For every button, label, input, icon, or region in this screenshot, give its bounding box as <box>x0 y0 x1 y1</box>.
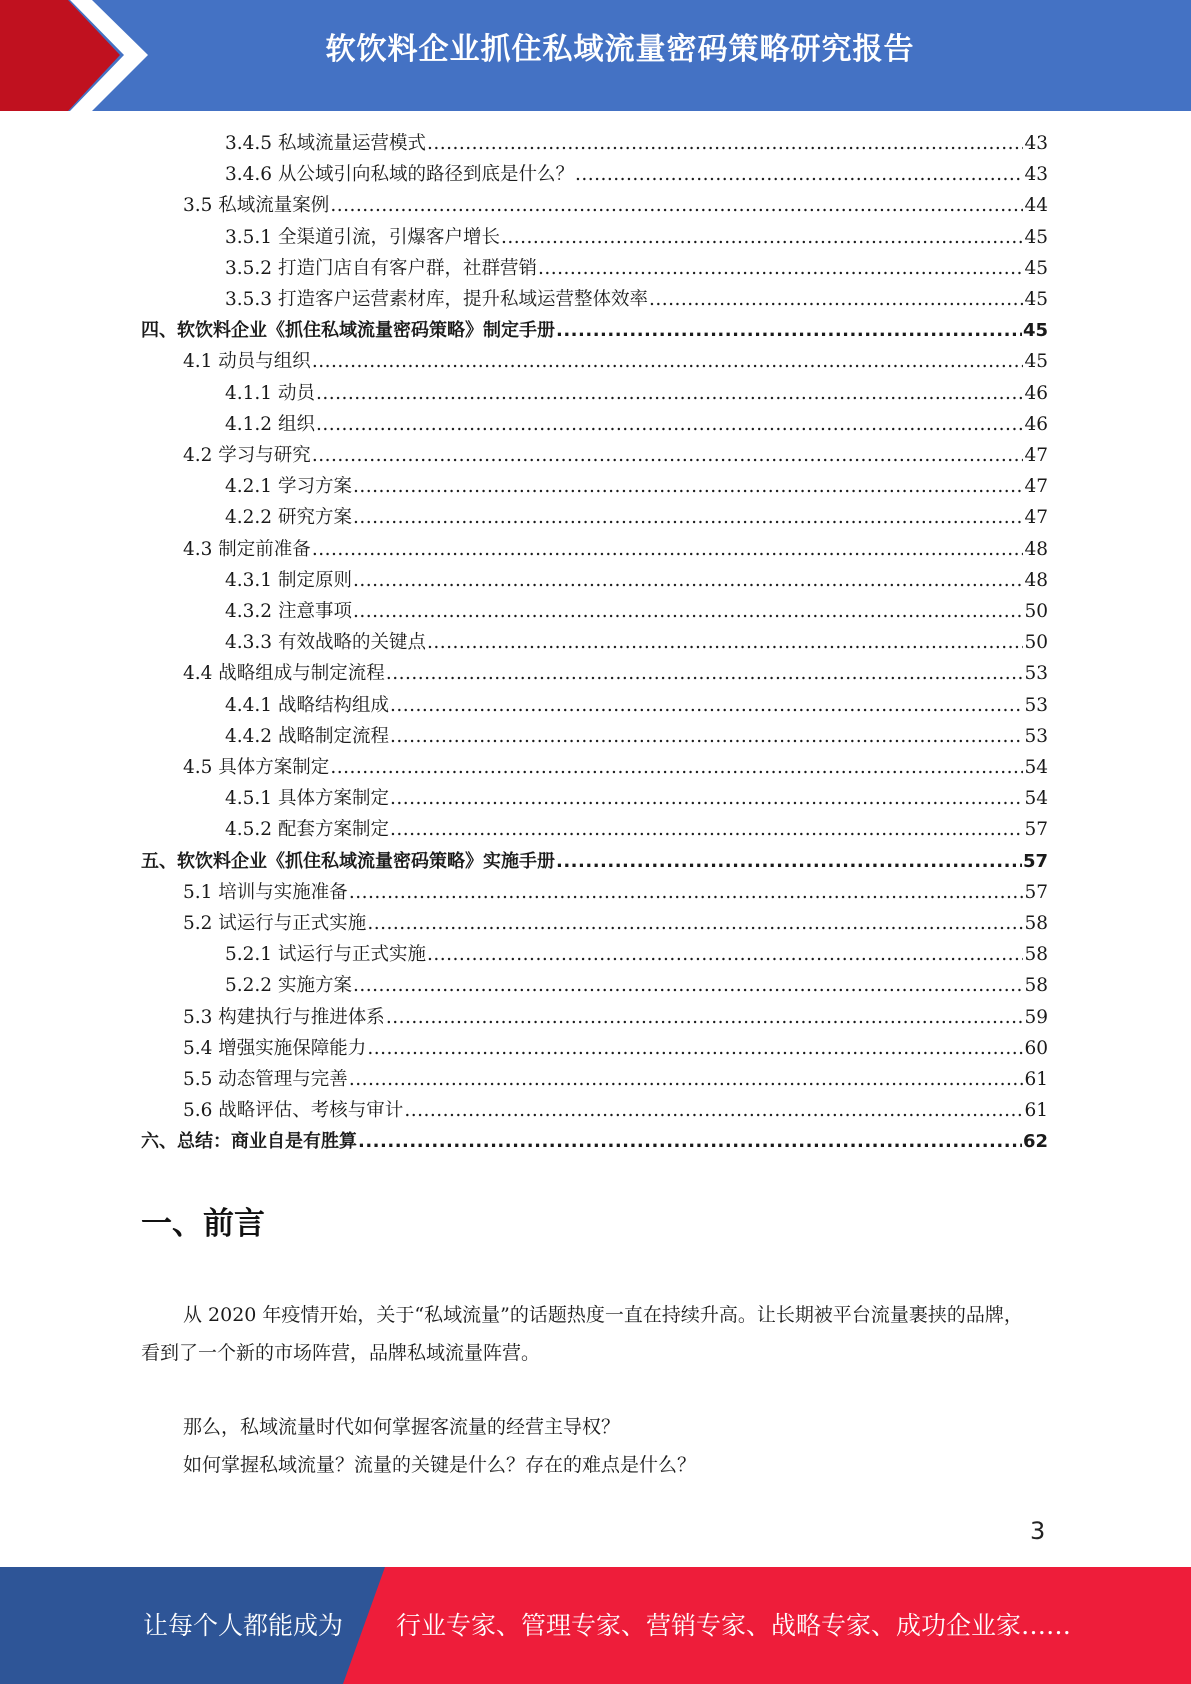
toc-entry-page: 57 <box>1024 881 1048 903</box>
toc-entry-title: 4.4 战略组成与制定流程 <box>183 663 385 685</box>
toc-entry[interactable] <box>183 1002 1048 1033</box>
toc-entry-page: 59 <box>1024 1006 1048 1028</box>
toc-entry[interactable] <box>225 471 1048 502</box>
toc-entry-page: 43 <box>1024 133 1048 154</box>
toc-entry[interactable] <box>225 128 1048 159</box>
toc-entry-page: 61 <box>1024 1069 1048 1090</box>
toc-leader-dots <box>353 471 1024 502</box>
toc-entry[interactable] <box>225 970 1048 1001</box>
toc-leader-dots <box>390 721 1023 752</box>
toc-entry-title: 4.5 具体方案制定 <box>183 757 330 778</box>
toc-entry-page: 47 <box>1024 507 1048 529</box>
toc-entry-title: 5.3 构建执行与推进体系 <box>183 1006 385 1028</box>
toc-leader-dots <box>501 222 1023 253</box>
toc-leader-dots <box>353 596 1024 627</box>
toc-entry-page: 45 <box>1024 226 1048 248</box>
toc-entry-page: 47 <box>1024 445 1048 466</box>
toc-entry-title: 5.2.2 实施方案 <box>225 975 352 997</box>
toc-entry-title: 4.1.2 组织 <box>225 413 315 435</box>
toc-entry-title: 5.1 培训与实施准备 <box>183 881 348 903</box>
toc-entry-title: 3.4.5 私域流量运营模式 <box>225 133 426 154</box>
toc-leader-dots <box>538 253 1023 284</box>
toc-entry-page: 54 <box>1024 757 1048 778</box>
toc-entry-title: 5.4 增强实施保障能力 <box>183 1037 367 1059</box>
toc-entry[interactable] <box>183 658 1048 689</box>
toc-entry-title: 4.5.2 配套方案制定 <box>225 819 389 841</box>
toc-entry[interactable] <box>183 190 1048 221</box>
toc-entry-page: 57 <box>1024 819 1048 841</box>
toc-leader-dots <box>353 970 1024 1001</box>
toc-entry-title: 4.2 学习与研究 <box>183 445 311 466</box>
toc-entry-page: 58 <box>1024 913 1048 934</box>
toc-leader-dots <box>312 534 1024 565</box>
toc-entry-title: 4.2.2 研究方案 <box>225 507 352 529</box>
toc-leader-dots <box>649 284 1023 315</box>
toc-leader-dots <box>390 783 1023 814</box>
toc-entry[interactable] <box>183 534 1048 565</box>
toc-leader-dots <box>312 440 1024 471</box>
toc-entry-page: 48 <box>1024 538 1048 560</box>
toc-entry[interactable] <box>183 346 1048 377</box>
toc-leader-dots <box>427 128 1023 159</box>
toc-leader-dots <box>349 877 1024 908</box>
toc-entry[interactable] <box>225 565 1048 596</box>
toc-entry-title: 4.3.1 制定原则 <box>225 569 352 591</box>
toc-entry-page: 45 <box>1024 351 1048 373</box>
toc-leader-dots <box>427 939 1023 970</box>
toc-leader-dots <box>390 690 1023 721</box>
toc-entry-page: 58 <box>1024 944 1048 966</box>
toc-leader-dots <box>330 752 1023 783</box>
toc-leader-dots <box>316 378 1024 409</box>
toc-entry-page: 50 <box>1024 601 1048 622</box>
toc-leader-dots <box>316 409 1024 440</box>
toc-entry-title: 5.6 战略评估、考核与审计 <box>183 1100 404 1122</box>
toc-entry-page: 46 <box>1024 382 1048 404</box>
toc-entry-page: 50 <box>1024 632 1048 654</box>
toc-leader-dots <box>353 565 1024 596</box>
toc-leader-dots <box>330 190 1023 221</box>
toc-entry-title: 3.5.3 打造客户运营素材库，提升私域运营整体效率 <box>225 289 648 310</box>
toc-entry-title: 四、软饮料企业《抓住私域流量密码策略》制定手册 <box>141 320 555 342</box>
toc-entry-page: 43 <box>1024 164 1048 186</box>
toc-entry[interactable] <box>183 1064 1048 1095</box>
toc-entry[interactable] <box>183 877 1048 908</box>
toc-entry[interactable] <box>225 284 1048 315</box>
toc-entry-title: 3.5 私域流量案例 <box>183 195 330 217</box>
toc-entry-page: 60 <box>1024 1037 1048 1059</box>
toc-entry[interactable] <box>225 222 1048 253</box>
toc-entry-title: 4.4.2 战略制定流程 <box>225 725 389 747</box>
toc-leader-dots <box>575 159 1023 190</box>
page-number: 3 <box>1030 1517 1046 1545</box>
toc-entry-page: 47 <box>1024 476 1048 498</box>
header-title: 软饮料企业抓住私域流量密码策略研究报告 <box>325 32 915 67</box>
toc-leader-dots <box>367 1033 1023 1064</box>
toc-entry-title: 4.3.3 有效战略的关键点 <box>225 632 426 654</box>
toc-entry-page: 58 <box>1024 975 1048 997</box>
toc-entry-page: 44 <box>1024 195 1048 217</box>
toc-leader-dots <box>386 1002 1024 1033</box>
toc-entry[interactable] <box>183 752 1048 783</box>
toc-entry-title: 4.1.1 动员 <box>225 382 315 404</box>
toc-entry[interactable] <box>183 1033 1048 1064</box>
toc-entry-page: 48 <box>1024 569 1048 591</box>
section-heading: 一、前言 <box>141 1206 265 1242</box>
toc-entry-page: 61 <box>1024 1100 1048 1122</box>
toc-entry-title: 4.3 制定前准备 <box>183 538 311 560</box>
toc-entry-page: 53 <box>1024 663 1048 685</box>
page-header <box>0 0 1191 111</box>
toc-entry[interactable] <box>225 690 1048 721</box>
toc-entry[interactable] <box>225 721 1048 752</box>
toc-entry[interactable] <box>225 783 1048 814</box>
toc-entry[interactable] <box>225 502 1048 533</box>
toc-entry-page: 45 <box>1024 257 1048 279</box>
toc-entry-title: 5.2.1 试运行与正式实施 <box>225 944 426 966</box>
intro-paragraph: 从 2020 年疫情开始，关于“私域流量”的话题热度一直在持续升高。让长期被平台流量裹挟的品牌，看到了一个新的市场阵营，品牌私域流量阵营。 <box>141 1304 1023 1364</box>
toc-leader-dots <box>427 627 1023 658</box>
toc-entry-title: 4.2.1 学习方案 <box>225 476 352 498</box>
toc-entry-page: 62 <box>1022 1131 1048 1153</box>
toc-entry-title: 3.5.1 全渠道引流，引爆客户增长 <box>225 226 500 248</box>
toc-leader-dots <box>404 1095 1023 1126</box>
toc-leader-dots <box>386 658 1024 689</box>
toc-entry-page: 53 <box>1024 725 1048 747</box>
toc-entry[interactable] <box>225 409 1048 440</box>
toc-entry-title: 五、软饮料企业《抓住私域流量密码策略》实施手册 <box>141 850 555 872</box>
toc-entry[interactable] <box>141 315 1048 346</box>
toc-entry-page: 53 <box>1024 694 1048 716</box>
toc-entry[interactable] <box>225 596 1048 627</box>
toc-entry-title: 5.5 动态管理与完善 <box>183 1069 348 1090</box>
toc-entry-page: 45 <box>1024 289 1048 310</box>
toc-entry-title: 4.3.2 注意事项 <box>225 601 352 622</box>
question-line-1: 那么，私域流量时代如何掌握客流量的经营主导权？ <box>183 1416 621 1438</box>
toc-entry-page: 46 <box>1024 413 1048 435</box>
toc-entry[interactable] <box>225 253 1048 284</box>
toc-entry-title: 4.5.1 具体方案制定 <box>225 788 389 810</box>
toc-entry[interactable] <box>225 159 1048 190</box>
toc-entry-title: 3.5.2 打造门店自有客户群，社群营销 <box>225 257 537 279</box>
toc-entry[interactable] <box>141 846 1048 877</box>
toc-entry[interactable] <box>183 440 1048 471</box>
toc-leader-dots <box>353 502 1024 533</box>
toc-entry[interactable] <box>225 378 1048 409</box>
toc-leader-dots <box>390 814 1023 845</box>
toc-entry-page: 45 <box>1022 320 1048 342</box>
toc-entry-title: 4.4.1 战略结构组成 <box>225 694 389 716</box>
toc-entry-title: 3.4.6 从公域引向私域的路径到底是什么？ <box>225 164 574 186</box>
toc-leader-dots <box>358 1126 1022 1157</box>
toc-leader-dots <box>312 346 1024 377</box>
toc-leader-dots <box>367 908 1023 939</box>
toc-entry[interactable] <box>183 908 1048 939</box>
footer-slogan-left: 让每个人都能成为 <box>143 1611 344 1640</box>
toc-leader-dots <box>556 846 1022 877</box>
toc-entry-title: 六、总结：商业自是有胜算 <box>141 1131 357 1153</box>
page-footer <box>0 1567 1191 1684</box>
toc-leader-dots <box>349 1064 1024 1095</box>
toc-entry-title: 5.2 试运行与正式实施 <box>183 913 367 934</box>
toc-entry[interactable] <box>225 939 1048 970</box>
toc-entry[interactable] <box>141 1126 1048 1157</box>
toc-entry-page: 54 <box>1024 788 1048 810</box>
toc-entry[interactable] <box>225 627 1048 658</box>
toc-leader-dots <box>556 315 1022 346</box>
toc-entry[interactable] <box>183 1095 1048 1126</box>
toc-entry-page: 57 <box>1022 850 1048 872</box>
toc-entry[interactable] <box>225 814 1048 845</box>
footer-slogan-right: 行业专家、管理专家、营销专家、战略专家、成功企业家…… <box>396 1611 1072 1640</box>
question-line-2: 如何掌握私域流量？流量的关键是什么？存在的难点是什么？ <box>183 1454 697 1476</box>
toc-entry-title: 4.1 动员与组织 <box>183 351 311 373</box>
